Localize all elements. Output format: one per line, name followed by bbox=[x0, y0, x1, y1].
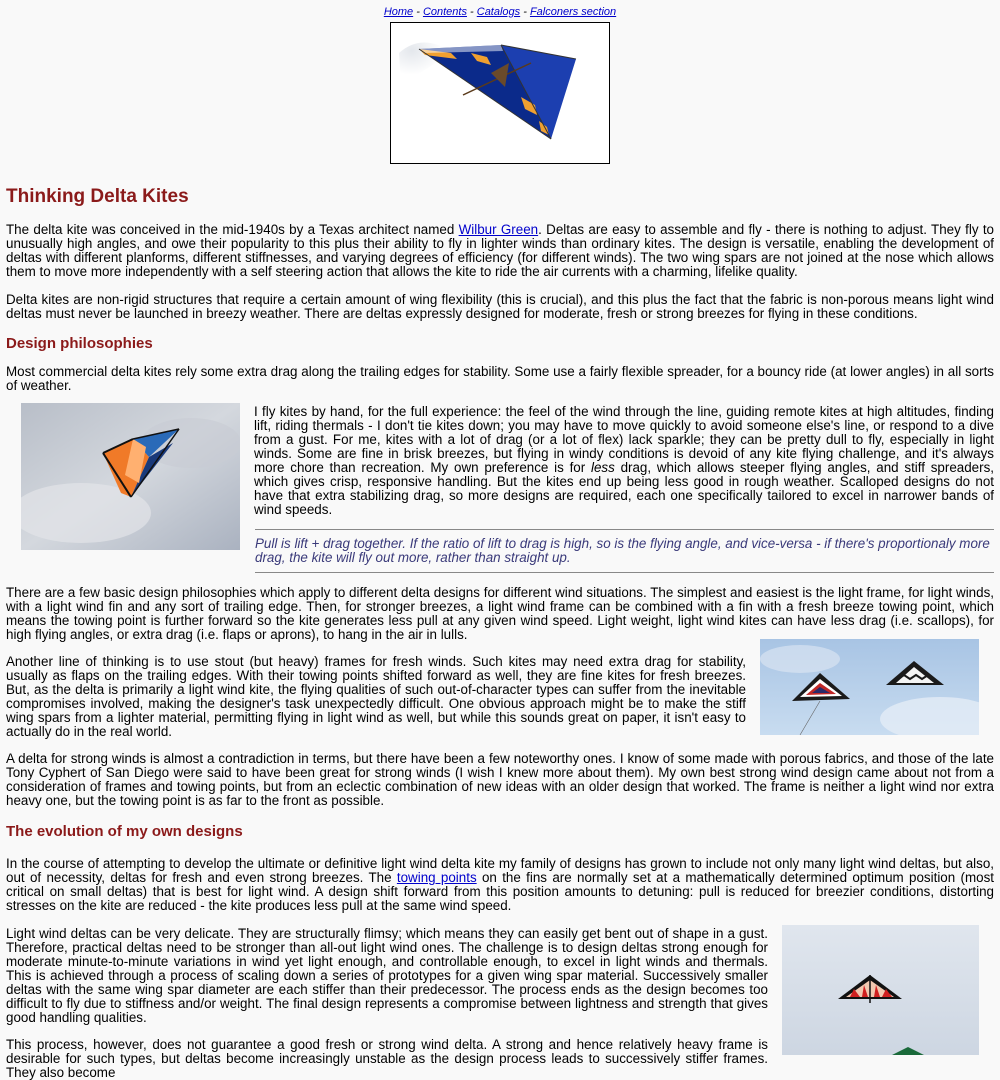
design-paragraph-3: There are a few basic design philosophies which apply to different delta designs for different wind situations. The simplest and easiest is the light frame, for light winds, with a light wind fin and any sort of trailing edge. Then, for stronger breezes, a light wind frame can be combined with a fin with a fresh breeze towing point, which means the towing point is further forward so the kite generates less pull at any given wind speed. Light weight, light wind kites can have less drag (i.e. scallops), for high flying angles, or extra drag (i.e. flaps or aprons), to hang in the air in lulls. bbox=[6, 585, 994, 642]
link-wilbur-green[interactable]: Wilbur Green bbox=[458, 222, 539, 237]
page-title: Thinking Delta Kites bbox=[6, 186, 189, 207]
orange-kite-image bbox=[21, 403, 240, 550]
section-heading-design: Design philosophies bbox=[6, 335, 153, 352]
evolution-paragraph-2: Light wind deltas can be very delicate. They are structurally flimsy; which means they can easily get bent out of shape in a gust. Therefore, practical deltas need to be stronger than all-out light wind ones. The challenge is to design deltas strong enough for moderate minute-to-minute variations in wind yet light enough, and controllable enough, to excel in light winds and thermals. This is achieved through a process of scaling down a series of prototypes for a given wing spar material. Successively smaller deltas with the same wing spar diameter are each stiffer than their predecessor. The process ends as the design becomes too difficult to fly due to stiffness and/or weight. The final design represents a compromise between lightness and strength that gives good handling qualities. bbox=[6, 926, 768, 1025]
nav-separator: - bbox=[466, 6, 477, 18]
nav-separator: - bbox=[520, 6, 530, 18]
intro-paragraph-1 bbox=[6, 223, 994, 279]
intro-text: The delta kite was conceived in the mid-1940s by a Texas architect named bbox=[6, 222, 459, 237]
two-kites-image bbox=[760, 639, 979, 735]
evolution-paragraph-3: This process, however, does not guarantee a good fresh or strong wind delta. A strong and hence relatively heavy frame is desirable for such types, but deltas become increasingly unstable as the design process leads to successively stiffer frames. They also become bbox=[6, 1037, 768, 1080]
section-heading-evolution: The evolution of my own designs bbox=[6, 823, 243, 840]
design-text: I fly kites by hand, for the full experience: the feel of the wind through the line, guiding remote kites at high altitudes, finding lift, riding thermals - I don't tie kites down; you may have to move quickly to avoid someone else's line, or respond to a dive from a gust. For me, kites with a lot of drag (or a lot of flex) lack sparkle; they can be pretty dull to fly, especially in light winds. Some are fine in brisk breezes, but flying in windy conditions is devoid of any kite flying challenge, and it's always more chore than recreation. My own preference is for bbox=[254, 404, 994, 475]
pull-quote: Pull is lift + drag together. If the ratio of lift to drag is high, so is the flying angle, and vice-versa - if there's proportionaly more drag, the kite will fly out more, rather than straight up. bbox=[255, 529, 994, 573]
evolution-text: on the fins are normally set at a mathematically determined optimum position (most critical on small deltas) that is best for light wind. A design shift forward from this position amounts to detuning: pull is reduced for breezier conditions, distorting stresses on the kite are reduced - the kite produces less pull at the same wind speed. bbox=[6, 870, 994, 913]
kite-pair-image bbox=[782, 925, 979, 1055]
evolution-paragraph-1 bbox=[6, 857, 994, 913]
nav-bar bbox=[6, 6, 994, 19]
intro-text: . Deltas are easy to assemble and fly - there is nothing to adjust. They fly to unusually high angles, and owe their popularity to this plus their ability to fly in lighter winds than ordinary kites. The design is versatile, enabling the development of deltas with different planforms, different stiffnesses, and varying degrees of efficiency (for different winds). The two wing spars are not joined at the nose which allows them to move more independently with a self steering action that allows the kite to ride the air currents with a charming, lifelike quality. bbox=[6, 222, 994, 279]
design-paragraph-5: A delta for strong winds is almost a contradiction in terms, but there have been a few noteworthy ones. I know of some made with porous fabrics, and those of the late Tony Cyphert of San Diego were said to have been great for strong winds (I wish I knew more about them). My own best strong wind design came about not from a consideration of frames and towing points, but from an eclectic combination of new ideas with an older design that worked. The frame is neither a light wind nor extra heavy one, but the towing point is as far to the front as possible. bbox=[6, 751, 994, 808]
nav-link-catalogs[interactable]: Catalogs bbox=[476, 6, 521, 18]
nav-link-contents[interactable]: Contents bbox=[422, 6, 467, 18]
page bbox=[6, 0, 994, 1080]
design-paragraph-4: Another line of thinking is to use stout (but heavy) frames for fresh winds. Such kites may need extra drag for stability, usually as flaps on the trailing edges. With their towing points shifted forward as well, they are fine kites for fresh breezes. But, as the delta is primarily a light wind kite, the flying qualities of such out-of-character types can suffer from the inevitable compromises involved, making the designer's task unexpectedly difficult. One obvious approach might be to make the stiff wing spars from a lighter material, permitting flying in light wind as well, but while this sounds great on paper, it isn't easy to actually do in the real world. bbox=[6, 654, 746, 739]
nav-link-falconers[interactable]: Falconers section bbox=[529, 6, 617, 18]
hero-kite-image bbox=[390, 22, 610, 164]
design-paragraph-1: Most commercial delta kites rely some extra drag along the trailing edges for stability. Some use a fairly flexible spreader, for a bouncy ride (at lower angles) in all sorts of weather. bbox=[6, 364, 994, 393]
nav-link-home[interactable]: Home bbox=[383, 6, 414, 18]
nav-separator: - bbox=[413, 6, 423, 18]
evolution-text: In the course of attempting to develop the ultimate or definitive light wind delta kite my family of designs has grown to include not only many light wind deltas, but also, out of necessity, deltas for fresh and even strong breezes. The bbox=[6, 856, 994, 885]
intro-paragraph-2: Delta kites are non-rigid structures that require a certain amount of wing flexibility (this is crucial), and this plus the fact that the fabric is non-porous means light wind deltas must never be launched in breezy weather. There are deltas expressly designed for moderate, fresh or strong breezes for flying in these conditions. bbox=[6, 292, 994, 321]
design-emphasis: less bbox=[590, 460, 615, 475]
design-text: drag, which allows steeper flying angles, and stiff spreaders, which gives crisp, responsive handling. But the kites end up being less good in rough weather. Scalloped designs do not have that extra stabilizing drag, so more designs are required, each one specifically tailored to excel in narrower bands of wind speeds. bbox=[254, 460, 994, 517]
link-towing-points[interactable]: towing points bbox=[396, 870, 477, 885]
